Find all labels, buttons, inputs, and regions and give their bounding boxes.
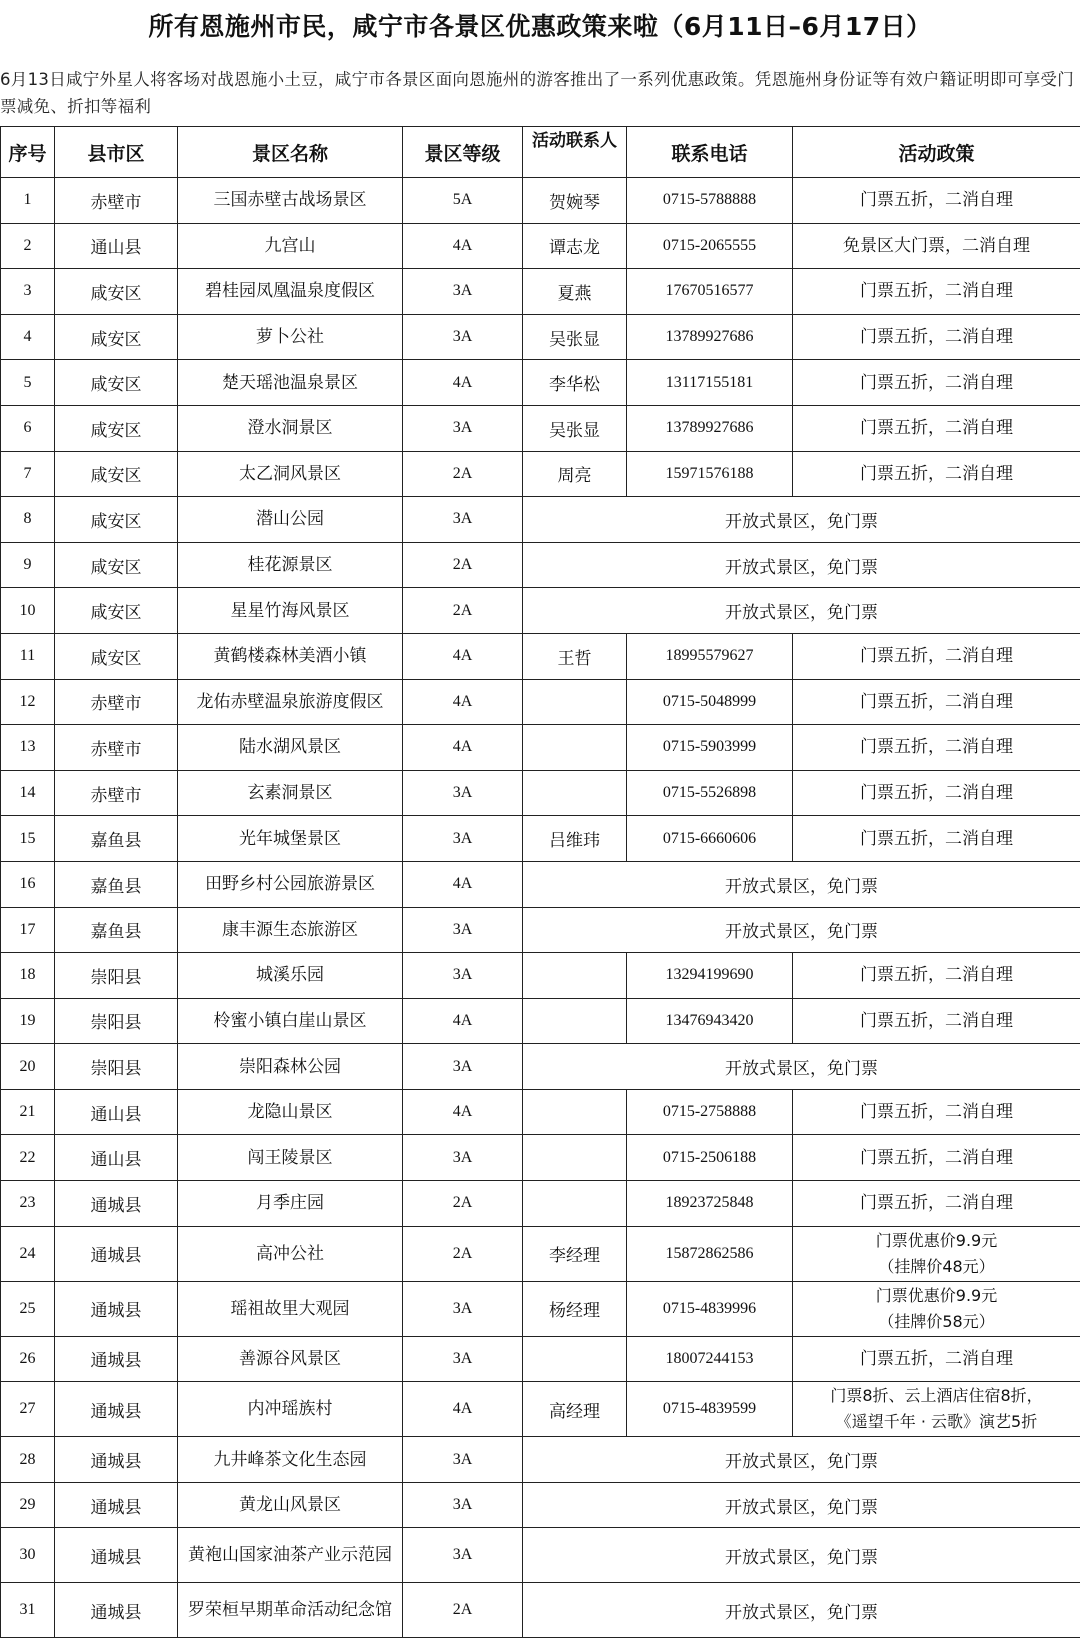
- cell-phone: 0715-2065555: [627, 223, 793, 269]
- cell-no: 31: [1, 1583, 55, 1638]
- cell-level: 3A: [403, 1281, 523, 1336]
- cell-scenic-name: 桂花源景区: [178, 542, 403, 588]
- cell-county: 崇阳县: [55, 1044, 178, 1090]
- cell-county: 通城县: [55, 1382, 178, 1437]
- cell-county: 通山县: [55, 1089, 178, 1135]
- cell-no: 2: [1, 223, 55, 269]
- cell-phone: 0715-4839599: [627, 1382, 793, 1437]
- cell-no: 10: [1, 588, 55, 634]
- cell-phone: 0715-5788888: [627, 178, 793, 224]
- cell-county: 咸安区: [55, 405, 178, 451]
- cell-contact: 吴张显: [523, 405, 627, 451]
- table-row: [1, 542, 1080, 588]
- cell-policy: 门票8折、云上酒店住宿8折， 《遥望千年 · 云歌》演艺5折: [793, 1382, 1080, 1437]
- header-contact: 活动联系人: [523, 127, 627, 178]
- cell-level: 4A: [403, 360, 523, 406]
- header-policy: 活动政策: [793, 127, 1080, 178]
- cell-no: 26: [1, 1336, 55, 1382]
- cell-county: 通城县: [55, 1181, 178, 1227]
- table-row: [1, 770, 1080, 816]
- cell-contact: 高经理: [523, 1382, 627, 1437]
- cell-level: 4A: [403, 223, 523, 269]
- cell-open-policy: 开放式景区，免门票: [523, 1528, 1080, 1583]
- cell-contact: 吕维玮: [523, 816, 627, 862]
- cell-no: 5: [1, 360, 55, 406]
- cell-contact: [523, 1336, 627, 1382]
- table-row: [1, 1089, 1080, 1135]
- cell-phone: 18995579627: [627, 633, 793, 679]
- table-row: [1, 1583, 1080, 1638]
- cell-level: 4A: [403, 1382, 523, 1437]
- cell-policy: 门票五折，二消自理: [793, 269, 1080, 315]
- cell-policy: 门票五折，二消自理: [793, 725, 1080, 771]
- table-header-row: [1, 127, 1080, 178]
- table-row: [1, 1528, 1080, 1583]
- cell-no: 30: [1, 1528, 55, 1583]
- table-row: [1, 1382, 1080, 1437]
- table-row: [1, 725, 1080, 771]
- cell-level: 2A: [403, 588, 523, 634]
- cell-contact: [523, 1135, 627, 1181]
- cell-scenic-name: 太乙洞风景区: [178, 451, 403, 497]
- cell-contact: 谭志龙: [523, 223, 627, 269]
- cell-scenic-name: 九井峰茶文化生态园: [178, 1437, 403, 1483]
- cell-open-policy: 开放式景区，免门票: [523, 497, 1080, 543]
- cell-phone: 0715-5526898: [627, 770, 793, 816]
- cell-no: 24: [1, 1226, 55, 1281]
- cell-scenic-name: 田野乡村公园旅游景区: [178, 861, 403, 907]
- cell-contact: 贺婉琴: [523, 178, 627, 224]
- cell-level: 3A: [403, 1528, 523, 1583]
- cell-open-policy: 开放式景区，免门票: [523, 588, 1080, 634]
- cell-policy: 门票五折，二消自理: [793, 953, 1080, 999]
- cell-policy: 门票五折，二消自理: [793, 314, 1080, 360]
- cell-no: 27: [1, 1382, 55, 1437]
- table-row: [1, 679, 1080, 725]
- cell-open-policy: 开放式景区，免门票: [523, 1583, 1080, 1638]
- cell-level: 2A: [403, 451, 523, 497]
- cell-no: 23: [1, 1181, 55, 1227]
- cell-phone: 17670516577: [627, 269, 793, 315]
- cell-policy: 门票五折，二消自理: [793, 1089, 1080, 1135]
- cell-phone: 0715-5903999: [627, 725, 793, 771]
- cell-level: 3A: [403, 1482, 523, 1528]
- cell-policy: 门票优惠价9.9元 （挂牌价58元）: [793, 1281, 1080, 1336]
- cell-level: 3A: [403, 1044, 523, 1090]
- cell-county: 崇阳县: [55, 998, 178, 1044]
- table-row: [1, 451, 1080, 497]
- table-row: [1, 861, 1080, 907]
- cell-level: 2A: [403, 542, 523, 588]
- cell-open-policy: 开放式景区，免门票: [523, 1482, 1080, 1528]
- header-scenic-name: 景区名称: [178, 127, 403, 178]
- cell-no: 16: [1, 861, 55, 907]
- header-phone: 联系电话: [627, 127, 793, 178]
- cell-county: 咸安区: [55, 542, 178, 588]
- cell-scenic-name: 楚天瑶池温泉景区: [178, 360, 403, 406]
- cell-no: 11: [1, 633, 55, 679]
- cell-policy: 门票五折，二消自理: [793, 1135, 1080, 1181]
- cell-phone: 15872862586: [627, 1226, 793, 1281]
- cell-policy: 门票五折，二消自理: [793, 1181, 1080, 1227]
- page-title: 所有恩施州市民，咸宁市各景区优惠政策来啦（6月11日–6月17日）: [0, 0, 1080, 54]
- cell-county: 赤壁市: [55, 725, 178, 771]
- cell-scenic-name: 月季庄园: [178, 1181, 403, 1227]
- table-row: [1, 1437, 1080, 1483]
- cell-county: 嘉鱼县: [55, 861, 178, 907]
- cell-scenic-name: 柃蜜小镇白崖山景区: [178, 998, 403, 1044]
- cell-policy: 门票五折，二消自理: [793, 679, 1080, 725]
- table-row: [1, 405, 1080, 451]
- cell-scenic-name: 玄素洞景区: [178, 770, 403, 816]
- table-row: [1, 1281, 1080, 1336]
- cell-county: 咸安区: [55, 360, 178, 406]
- cell-county: 赤壁市: [55, 178, 178, 224]
- header-level: 景区等级: [403, 127, 523, 178]
- cell-no: 8: [1, 497, 55, 543]
- table-row: [1, 1226, 1080, 1281]
- table-row: [1, 1336, 1080, 1382]
- cell-contact: [523, 770, 627, 816]
- cell-policy: 门票五折，二消自理: [793, 998, 1080, 1044]
- cell-level: 3A: [403, 405, 523, 451]
- cell-county: 通城县: [55, 1583, 178, 1638]
- cell-scenic-name: 黄龙山风景区: [178, 1482, 403, 1528]
- table-row: [1, 1044, 1080, 1090]
- cell-policy: 门票五折，二消自理: [793, 360, 1080, 406]
- cell-open-policy: 开放式景区，免门票: [523, 542, 1080, 588]
- cell-level: 2A: [403, 1181, 523, 1227]
- cell-no: 28: [1, 1437, 55, 1483]
- cell-policy: 门票五折，二消自理: [793, 633, 1080, 679]
- cell-policy: 门票五折，二消自理: [793, 816, 1080, 862]
- cell-level: 4A: [403, 679, 523, 725]
- cell-county: 崇阳县: [55, 953, 178, 999]
- cell-no: 1: [1, 178, 55, 224]
- cell-county: 通城县: [55, 1281, 178, 1336]
- cell-scenic-name: 陆水湖风景区: [178, 725, 403, 771]
- cell-county: 通城县: [55, 1482, 178, 1528]
- cell-scenic-name: 瑶祖故里大观园: [178, 1281, 403, 1336]
- cell-contact: 夏燕: [523, 269, 627, 315]
- cell-level: 3A: [403, 953, 523, 999]
- cell-scenic-name: 崇阳森林公园: [178, 1044, 403, 1090]
- cell-level: 4A: [403, 725, 523, 771]
- scenic-discount-table: [0, 126, 1080, 1638]
- cell-phone: 15971576188: [627, 451, 793, 497]
- cell-no: 21: [1, 1089, 55, 1135]
- cell-scenic-name: 九宫山: [178, 223, 403, 269]
- cell-scenic-name: 三国赤壁古战场景区: [178, 178, 403, 224]
- cell-contact: 周亮: [523, 451, 627, 497]
- cell-phone: 0715-6660606: [627, 816, 793, 862]
- intro-paragraph: 6月13日咸宁外星人将客场对战恩施小土豆，咸宁市各景区面向恩施州的游客推出了一系列优惠政策。凭恩施州身份证等有效户籍证明即可享受门票减免、折扣等福利: [0, 66, 1075, 120]
- cell-scenic-name: 潜山公园: [178, 497, 403, 543]
- cell-no: 19: [1, 998, 55, 1044]
- table-row: [1, 1181, 1080, 1227]
- cell-county: 通山县: [55, 223, 178, 269]
- cell-level: 3A: [403, 907, 523, 953]
- cell-level: 3A: [403, 314, 523, 360]
- cell-phone: 13294199690: [627, 953, 793, 999]
- cell-contact: [523, 1089, 627, 1135]
- cell-scenic-name: 碧桂园凤凰温泉度假区: [178, 269, 403, 315]
- cell-level: 3A: [403, 269, 523, 315]
- cell-county: 通城县: [55, 1226, 178, 1281]
- cell-scenic-name: 龙佑赤壁温泉旅游度假区: [178, 679, 403, 725]
- cell-county: 嘉鱼县: [55, 816, 178, 862]
- cell-scenic-name: 黄袍山国家油茶产业示范园: [178, 1528, 403, 1583]
- cell-open-policy: 开放式景区，免门票: [523, 907, 1080, 953]
- cell-county: 通城县: [55, 1437, 178, 1483]
- cell-no: 15: [1, 816, 55, 862]
- cell-contact: [523, 725, 627, 771]
- cell-scenic-name: 星星竹海风景区: [178, 588, 403, 634]
- cell-level: 5A: [403, 178, 523, 224]
- cell-level: 3A: [403, 816, 523, 862]
- cell-level: 4A: [403, 1089, 523, 1135]
- table-row: [1, 588, 1080, 634]
- cell-open-policy: 开放式景区，免门票: [523, 861, 1080, 907]
- cell-contact: 杨经理: [523, 1281, 627, 1336]
- cell-level: 2A: [403, 1583, 523, 1638]
- cell-no: 14: [1, 770, 55, 816]
- cell-scenic-name: 高冲公社: [178, 1226, 403, 1281]
- cell-county: 咸安区: [55, 633, 178, 679]
- cell-level: 3A: [403, 1135, 523, 1181]
- cell-scenic-name: 城溪乐园: [178, 953, 403, 999]
- cell-county: 赤壁市: [55, 770, 178, 816]
- cell-phone: 13789927686: [627, 314, 793, 360]
- table-row: [1, 633, 1080, 679]
- table-row: [1, 314, 1080, 360]
- cell-contact: [523, 679, 627, 725]
- table-row: [1, 907, 1080, 953]
- cell-scenic-name: 内冲瑶族村: [178, 1382, 403, 1437]
- cell-level: 3A: [403, 497, 523, 543]
- cell-scenic-name: 黄鹤楼森林美酒小镇: [178, 633, 403, 679]
- cell-level: 3A: [403, 1437, 523, 1483]
- table-row: [1, 1135, 1080, 1181]
- table-row: [1, 998, 1080, 1044]
- cell-no: 25: [1, 1281, 55, 1336]
- cell-county: 赤壁市: [55, 679, 178, 725]
- cell-no: 29: [1, 1482, 55, 1528]
- cell-no: 22: [1, 1135, 55, 1181]
- cell-no: 6: [1, 405, 55, 451]
- cell-county: 通山县: [55, 1135, 178, 1181]
- cell-scenic-name: 澄水洞景区: [178, 405, 403, 451]
- table-row: [1, 1482, 1080, 1528]
- cell-county: 咸安区: [55, 314, 178, 360]
- cell-policy: 门票五折，二消自理: [793, 451, 1080, 497]
- cell-phone: 13789927686: [627, 405, 793, 451]
- cell-level: 4A: [403, 998, 523, 1044]
- cell-phone: 18923725848: [627, 1181, 793, 1227]
- cell-county: 咸安区: [55, 497, 178, 543]
- cell-scenic-name: 罗荣桓早期革命活动纪念馆: [178, 1583, 403, 1638]
- cell-policy: 门票五折，二消自理: [793, 405, 1080, 451]
- cell-level: 3A: [403, 1336, 523, 1382]
- cell-contact: 王哲: [523, 633, 627, 679]
- cell-phone: 18007244153: [627, 1336, 793, 1382]
- cell-phone: 0715-2506188: [627, 1135, 793, 1181]
- cell-scenic-name: 光年城堡景区: [178, 816, 403, 862]
- cell-contact: [523, 998, 627, 1044]
- cell-policy: 免景区大门票，二消自理: [793, 223, 1080, 269]
- cell-phone: 13117155181: [627, 360, 793, 406]
- table-row: [1, 360, 1080, 406]
- cell-scenic-name: 康丰源生态旅游区: [178, 907, 403, 953]
- cell-contact: 李经理: [523, 1226, 627, 1281]
- cell-no: 7: [1, 451, 55, 497]
- cell-policy: 门票优惠价9.9元 （挂牌价48元）: [793, 1226, 1080, 1281]
- cell-no: 12: [1, 679, 55, 725]
- cell-policy: 门票五折，二消自理: [793, 770, 1080, 816]
- cell-contact: 吴张显: [523, 314, 627, 360]
- cell-no: 9: [1, 542, 55, 588]
- table-row: [1, 816, 1080, 862]
- cell-open-policy: 开放式景区，免门票: [523, 1044, 1080, 1090]
- cell-no: 13: [1, 725, 55, 771]
- cell-phone: 0715-4839996: [627, 1281, 793, 1336]
- header-no: 序号: [1, 127, 55, 178]
- cell-contact: 李华松: [523, 360, 627, 406]
- cell-scenic-name: 龙隐山景区: [178, 1089, 403, 1135]
- cell-county: 咸安区: [55, 588, 178, 634]
- cell-phone: 0715-2758888: [627, 1089, 793, 1135]
- cell-county: 咸安区: [55, 451, 178, 497]
- cell-level: 2A: [403, 1226, 523, 1281]
- cell-level: 3A: [403, 770, 523, 816]
- header-county: 县市区: [55, 127, 178, 178]
- cell-phone: 13476943420: [627, 998, 793, 1044]
- table-row: [1, 269, 1080, 315]
- cell-policy: 门票五折，二消自理: [793, 178, 1080, 224]
- cell-no: 4: [1, 314, 55, 360]
- cell-scenic-name: 闯王陵景区: [178, 1135, 403, 1181]
- cell-level: 4A: [403, 861, 523, 907]
- cell-county: 咸安区: [55, 269, 178, 315]
- table-row: [1, 953, 1080, 999]
- cell-county: 嘉鱼县: [55, 907, 178, 953]
- cell-open-policy: 开放式景区，免门票: [523, 1437, 1080, 1483]
- cell-county: 通城县: [55, 1528, 178, 1583]
- table-row: [1, 223, 1080, 269]
- cell-no: 20: [1, 1044, 55, 1090]
- cell-level: 4A: [403, 633, 523, 679]
- cell-policy: 门票五折，二消自理: [793, 1336, 1080, 1382]
- cell-county: 通城县: [55, 1336, 178, 1382]
- cell-scenic-name: 萝卜公社: [178, 314, 403, 360]
- table-row: [1, 178, 1080, 224]
- cell-no: 3: [1, 269, 55, 315]
- cell-scenic-name: 善源谷风景区: [178, 1336, 403, 1382]
- cell-contact: [523, 1181, 627, 1227]
- cell-phone: 0715-5048999: [627, 679, 793, 725]
- cell-contact: [523, 953, 627, 999]
- cell-no: 17: [1, 907, 55, 953]
- table-row: [1, 497, 1080, 543]
- cell-no: 18: [1, 953, 55, 999]
